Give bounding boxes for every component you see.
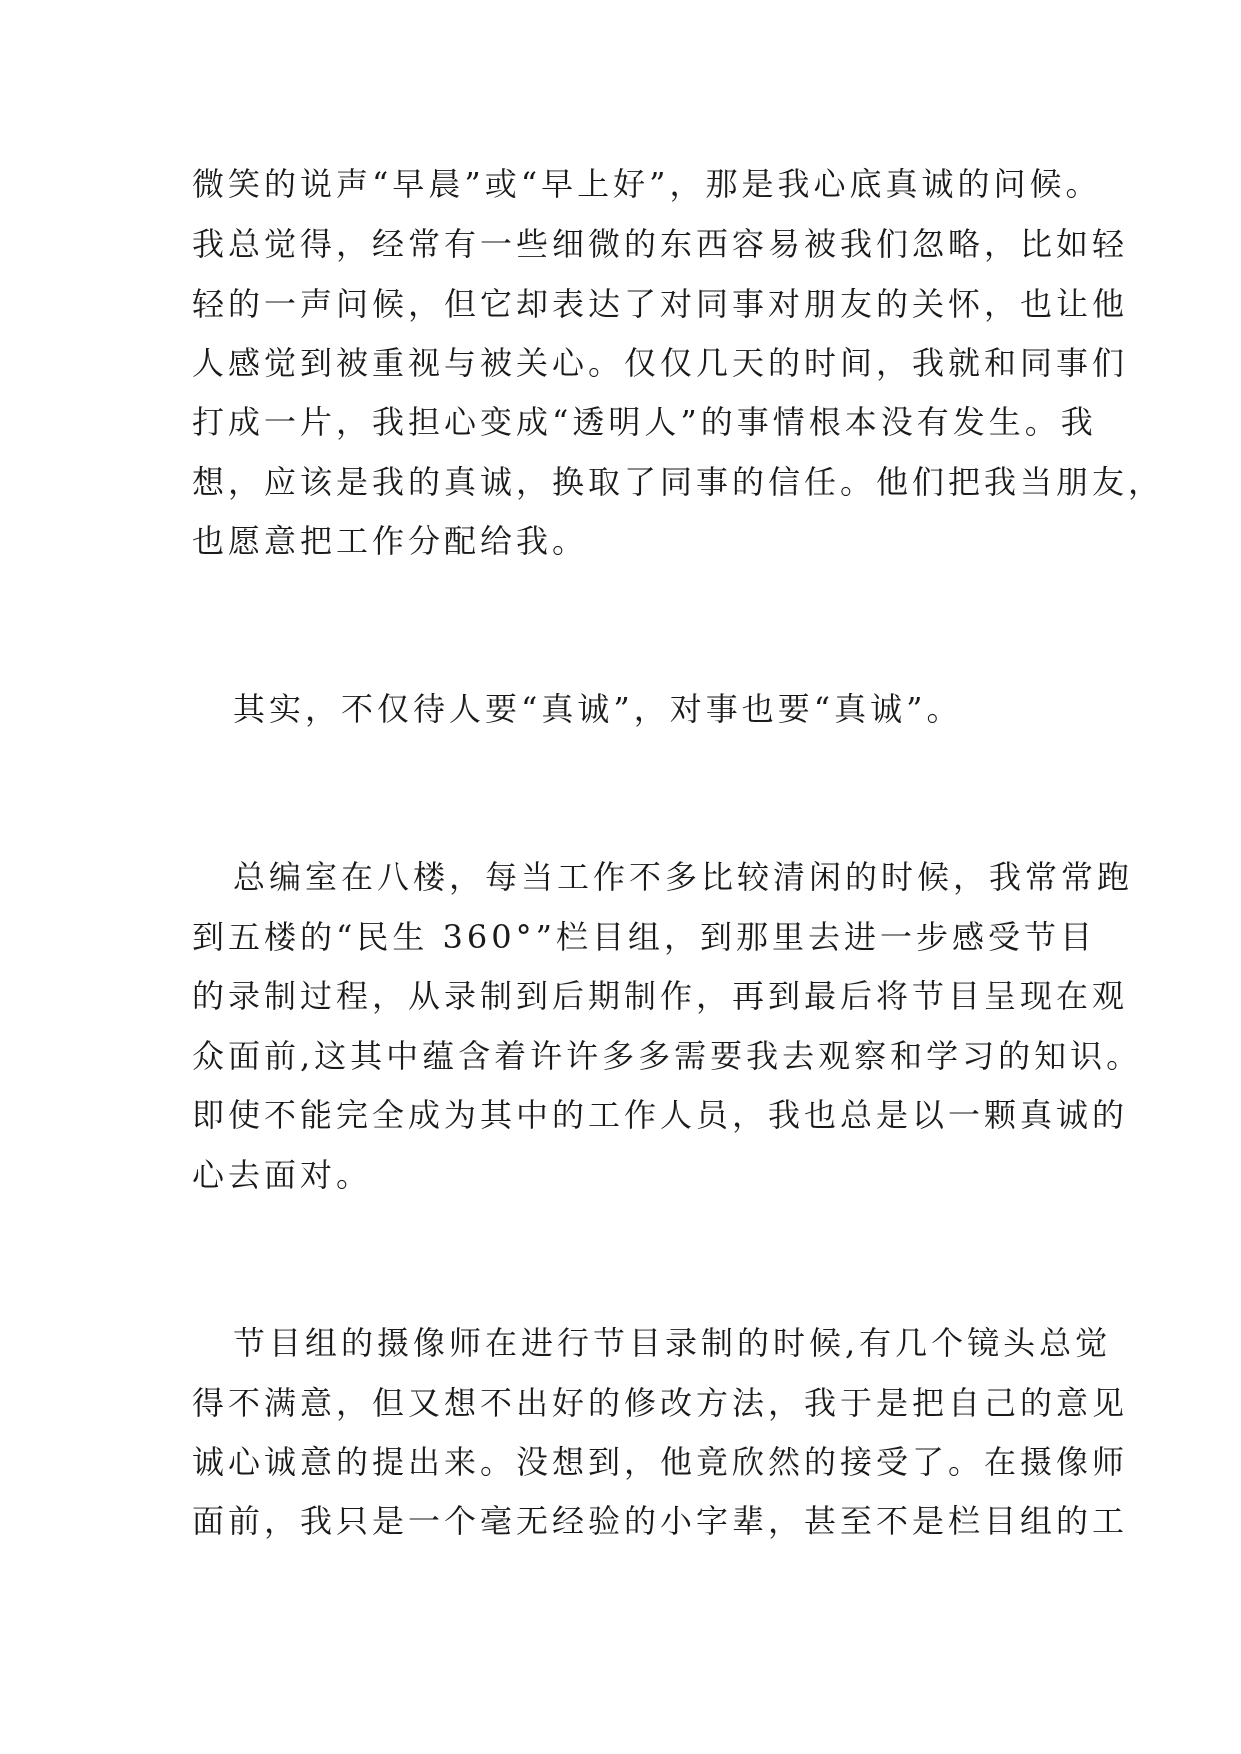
text-line: 微笑的说声“早晨”或“早上好”，那是我心底真诚的问候。 xyxy=(192,165,1102,203)
text-line: 想，应该是我的真诚，换取了同事的信任。他们把我当朋友， xyxy=(192,463,1165,501)
text-line: 节目组的摄像师在进行节目录制的时候,有几个镜头总觉 xyxy=(233,1324,1112,1362)
text-line: 打成一片，我担心变成“透明人”的事情根本没有发生。我 xyxy=(192,403,1097,441)
text-line: 即使不能完全成为其中的工作人员，我也总是以一颗真诚的 xyxy=(192,1096,1129,1134)
text-line: 人感觉到被重视与被关心。仅仅几天的时间，我就和同事们 xyxy=(192,344,1129,382)
text-line: 心去面对。 xyxy=(192,1156,373,1194)
text-line: 面前，我只是一个毫无经验的小字辈，甚至不是栏目组的工 xyxy=(192,1502,1129,1540)
text-line: 我总觉得，经常有一些细微的东西容易被我们忽略，比如轻 xyxy=(192,225,1129,263)
text-line: 诚心诚意的提出来。没想到，他竟欣然的接受了。在摄像师 xyxy=(192,1443,1129,1481)
text-line: 众面前,这其中蕴含着许许多多需要我去观察和学习的知识。 xyxy=(192,1037,1143,1075)
text-line: 到五楼的“民生 360°”栏目组，到那里去进一步感受节目 xyxy=(192,918,1096,956)
text-line: 轻的一声问候，但它却表达了对同事对朋友的关怀，也让他 xyxy=(192,285,1129,323)
text-line: 的录制过程，从录制到后期制作，再到最后将节目呈现在观 xyxy=(192,977,1129,1015)
text-line: 也愿意把工作分配给我。 xyxy=(192,522,589,560)
text-line: 其实，不仅待人要“真诚”，对事也要“真诚”。 xyxy=(233,690,963,728)
text-line: 总编室在八楼，每当工作不多比较清闲的时候，我常常跑 xyxy=(233,858,1134,896)
text-line: 得不满意，但又想不出好的修改方法，我于是把自己的意见 xyxy=(192,1384,1129,1422)
